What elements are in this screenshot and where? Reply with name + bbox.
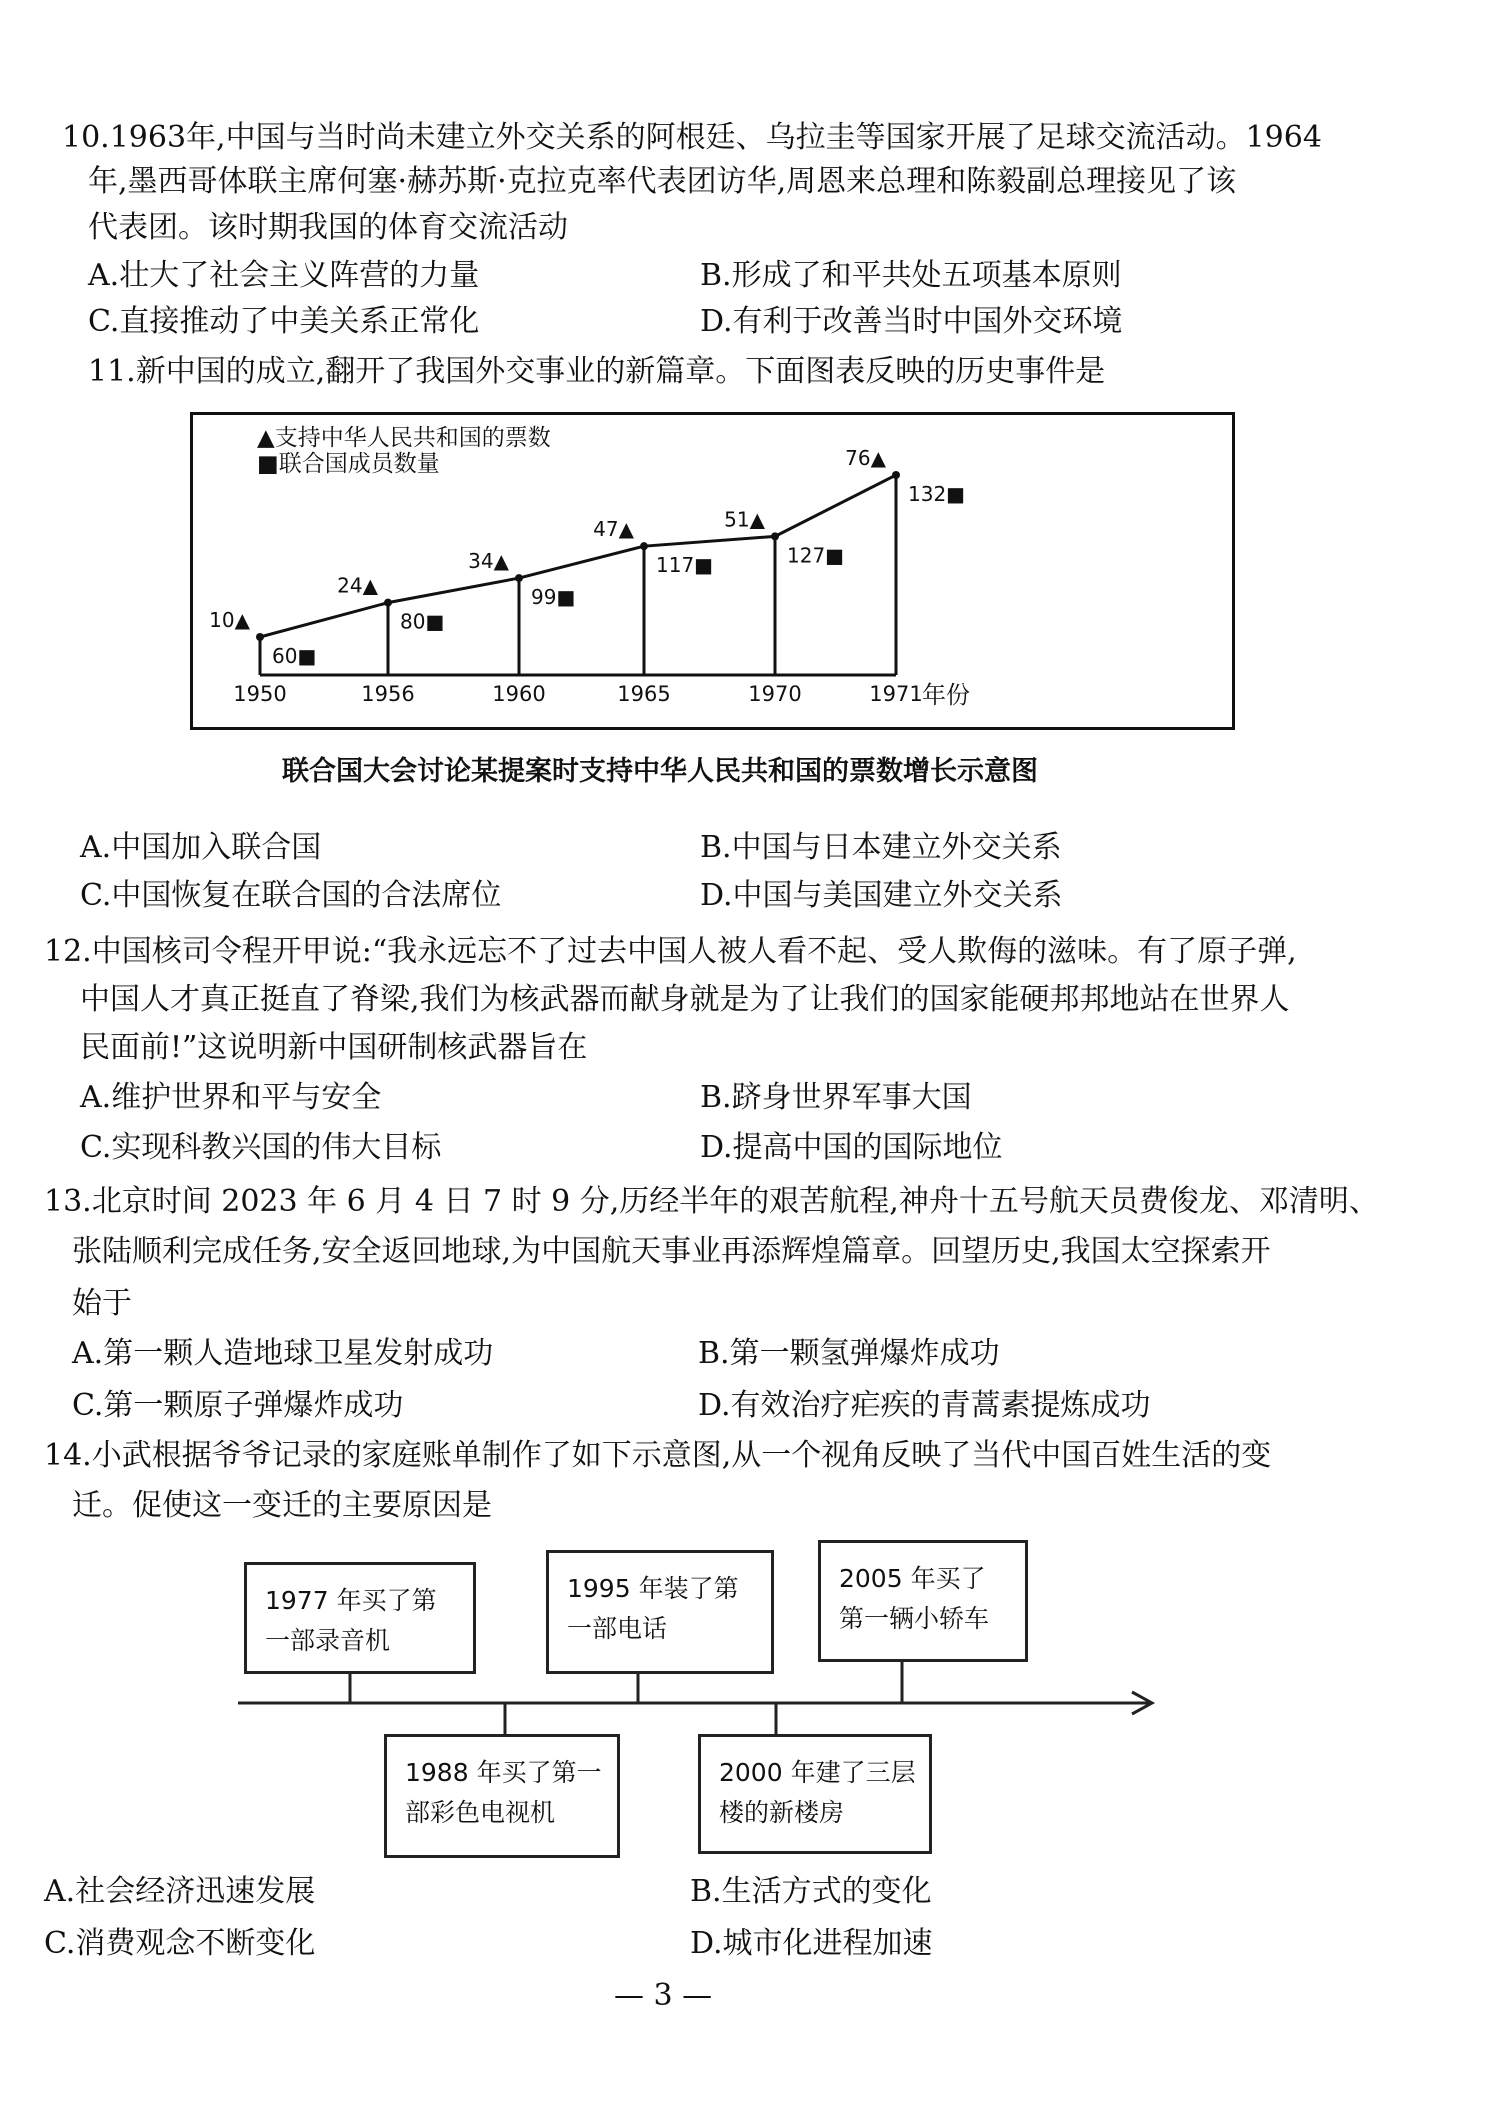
q12-stem-line2: 中国人才真正挺直了脊梁,我们为核武器而献身就是为了让我们的国家能硬邦邦地站在世界人	[80, 982, 1290, 1017]
q12-option-a: A.维护世界和平与安全	[80, 1080, 382, 1115]
timeline-event-1988	[384, 1734, 620, 1858]
q11-option-b: B.中国与日本建立外交关系	[700, 830, 1062, 865]
q14-stem-line1: 14.小武根据爷爷记录的家庭账单制作了如下示意图,从一个视角反映了当代中国百姓生活的变	[44, 1438, 1272, 1473]
x-tick-1960: 1960	[492, 682, 546, 706]
q12-stem-line3: 民面前!”这说明新中国研制核武器旨在	[80, 1030, 588, 1065]
vote-label-1960: 34▲	[468, 549, 509, 574]
event-1995-line1: 1995 年装了第	[567, 1574, 739, 1603]
timeline-event-1995	[546, 1550, 774, 1674]
event-2000-line1: 2000 年建了三层	[719, 1758, 916, 1787]
vote-label-1971: 76▲	[845, 446, 886, 470]
q12-option-d: D.提高中国的国际地位	[700, 1130, 1003, 1165]
vote-label-1956: 24▲	[337, 573, 378, 598]
q10-option-d: D.有利于改善当时中国外交环境	[700, 304, 1123, 339]
timeline-event-2000	[698, 1734, 932, 1854]
vote-label-1965: 47▲	[593, 517, 634, 542]
x-tick-1965: 1965	[617, 682, 671, 706]
event-1995-line2: 一部电话	[567, 1614, 668, 1643]
q12-stem-line1: 12.中国核司令程开甲说:“我永远忘不了过去中国人被人看不起、受人欺侮的滋味。有了原子弹,	[44, 934, 1297, 969]
q12-option-b: B.跻身世界军事大国	[700, 1080, 972, 1115]
event-2005-line2: 第一辆小轿车	[839, 1604, 990, 1633]
event-2000-line2: 楼的新楼房	[719, 1798, 845, 1827]
event-1977-line1: 1977 年买了第	[265, 1586, 437, 1615]
q13-stem-line3: 始于	[72, 1286, 132, 1321]
q13-stem-line1: 13.北京时间 2023 年 6 月 4 日 7 时 9 分,历经半年的艰苦航程,神舟十五号航天员费俊龙、邓清明、	[44, 1184, 1379, 1219]
timeline-event-1977	[244, 1562, 476, 1674]
vote-label-1970: 51▲	[724, 507, 765, 532]
q10-stem-line2: 年,墨西哥体联主席何塞·赫苏斯·克拉克率代表团访华,周恩来总理和陈毅副总理接见了该	[88, 164, 1237, 199]
member-label-1950: 60■	[272, 644, 317, 668]
q10-stem-line3: 代表团。该时期我国的体育交流活动	[88, 210, 568, 245]
event-1988-line1: 1988 年买了第一	[405, 1758, 602, 1787]
legend-votes: ▲支持中华人民共和国的票数	[257, 425, 551, 451]
q14-stem-line2: 迁。促使这一变迁的主要原因是	[72, 1488, 492, 1523]
q13-option-d: D.有效治疗疟疾的青蒿素提炼成功	[698, 1388, 1151, 1423]
x-axis-unit: 年份	[922, 681, 970, 709]
q13-option-c: C.第一颗原子弹爆炸成功	[72, 1388, 404, 1423]
x-tick-1950: 1950	[233, 682, 287, 706]
member-label-1971: 132■	[908, 482, 966, 506]
legend-members: ■联合国成员数量	[257, 451, 440, 477]
q13-option-b: B.第一颗氢弹爆炸成功	[698, 1336, 1000, 1371]
q11-stem-line1: 11.新中国的成立,翻开了我国外交事业的新篇章。下面图表反映的历史事件是	[88, 354, 1106, 389]
q12-option-c: C.实现科教兴国的伟大目标	[80, 1130, 442, 1165]
page-number: — 3 —	[614, 1978, 713, 2013]
event-1988-line2: 部彩色电视机	[405, 1798, 556, 1827]
x-tick-1971: 1971	[869, 682, 923, 706]
event-1977-line2: 一部录音机	[265, 1626, 391, 1655]
x-tick-1970: 1970	[748, 682, 802, 706]
q14-option-b: B.生活方式的变化	[690, 1874, 932, 1909]
member-label-1965: 117■	[656, 553, 714, 578]
x-tick-1956: 1956	[361, 682, 415, 706]
chart-caption: 联合国大会讨论某提案时支持中华人民共和国的票数增长示意图	[282, 756, 1038, 787]
event-2005-line1: 2005 年买了	[839, 1564, 986, 1593]
member-label-1970: 127■	[787, 543, 845, 568]
q10-stem-line1: 10.1963年,中国与当时尚未建立外交关系的阿根廷、乌拉圭等国家开展了足球交流活动。1964	[62, 120, 1322, 155]
q13-option-a: A.第一颗人造地球卫星发射成功	[72, 1336, 494, 1371]
q10-option-c: C.直接推动了中美关系正常化	[88, 304, 480, 339]
q14-option-d: D.城市化进程加速	[690, 1926, 933, 1961]
member-label-1960: 99■	[531, 585, 576, 610]
vote-label-1950: 10▲	[209, 608, 250, 632]
q11-option-c: C.中国恢复在联合国的合法席位	[80, 878, 502, 913]
q14-option-a: A.社会经济迅速发展	[44, 1874, 316, 1909]
q11-option-d: D.中国与美国建立外交关系	[700, 878, 1063, 913]
q10-option-b: B.形成了和平共处五项基本原则	[700, 258, 1122, 293]
timeline-event-2005	[818, 1540, 1028, 1662]
q14-option-c: C.消费观念不断变化	[44, 1926, 316, 1961]
member-label-1956: 80■	[400, 609, 445, 634]
q13-stem-line2: 张陆顺利完成任务,安全返回地球,为中国航天事业再添辉煌篇章。回望历史,我国太空探索开	[72, 1234, 1271, 1269]
q10-option-a: A.壮大了社会主义阵营的力量	[88, 258, 480, 293]
q11-option-a: A.中国加入联合国	[80, 830, 322, 865]
